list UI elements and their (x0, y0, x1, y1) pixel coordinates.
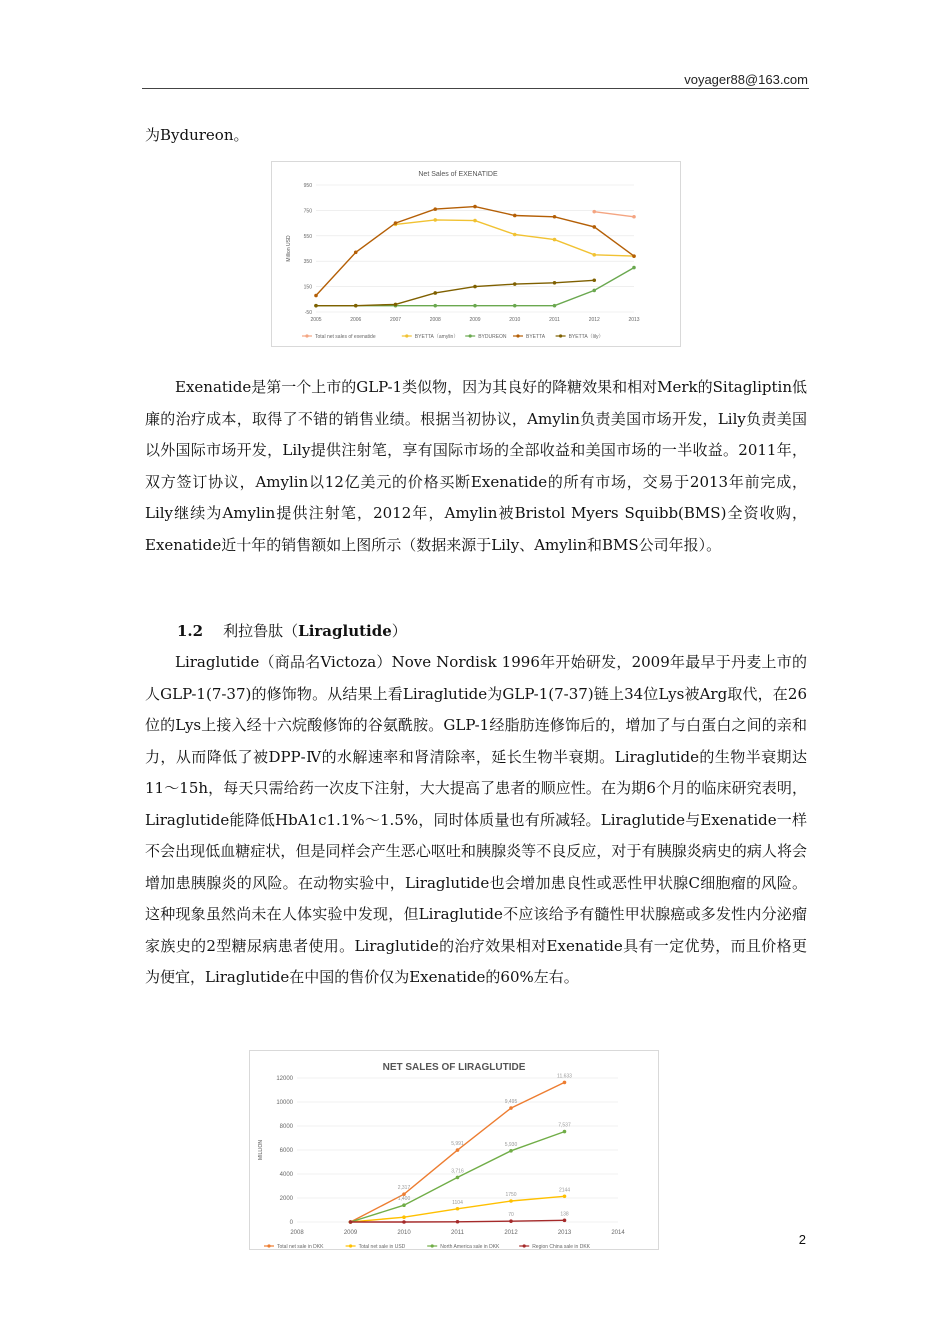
y-tick-label: 750 (303, 208, 312, 215)
legend-marker (523, 1244, 526, 1247)
data-point (394, 221, 398, 225)
data-point (553, 238, 557, 242)
series-line (396, 220, 635, 256)
data-point (473, 205, 477, 209)
page-number: 2 (798, 1232, 806, 1247)
data-label: 5,930 (504, 1141, 518, 1148)
data-point (473, 219, 477, 223)
x-tick-label: 2009 (469, 317, 481, 323)
x-tick-label: 2013 (628, 317, 640, 323)
paragraph-exenatide: Exenatide是第一个上市的GLP-1类似物，因为其良好的降糖效果和相对Merk的Sitagliptin低廉的治疗成本，取得了不错的销售业绩。根据当初协议，Amylin负责美国市场开发，Lily负责美国以外国际市场开发，Lily提供注射笔，享有国际市场的全部收益和美国市场的一半收益。2011年，双方签订协议，Amylin以12亿美元的价格买断Exenatide的所有市场，交易于2013年前完成，Lily继续为Amylin提供注射笔，2012年，Amylin被Bristol Myers Squibb(BMS)全资收购，Exenatide近十年的销售额如上图所示（数据来源于Lily、Amylin和BMS公司年报）。 (145, 378, 807, 554)
y-axis-label: Million USD (286, 235, 292, 262)
y-tick-label: 350 (303, 259, 312, 266)
data-label: 2144 (558, 1187, 571, 1194)
legend-label: North America sale in DKK (440, 1244, 500, 1249)
data-point (314, 304, 318, 308)
y-tick-label: 6000 (279, 1148, 293, 1154)
legend-label: BYETTA（lily） (568, 334, 604, 340)
data-label: 9,495 (504, 1099, 518, 1106)
data-point (563, 1081, 567, 1085)
data-point (592, 289, 596, 293)
section-title-close: ） (391, 622, 407, 640)
data-point (592, 278, 596, 282)
data-point (456, 1220, 460, 1224)
x-tick-label: 2011 (451, 1230, 464, 1236)
data-point (632, 266, 636, 270)
legend-marker (267, 1244, 270, 1247)
x-tick-label: 2005 (310, 317, 322, 323)
data-label: 70 (508, 1212, 514, 1219)
y-tick-label: 12000 (276, 1076, 293, 1082)
data-point (314, 294, 318, 298)
data-point (563, 1130, 567, 1134)
y-tick-label: 8000 (279, 1124, 293, 1130)
data-point (553, 281, 557, 285)
data-point (509, 1199, 513, 1203)
y-tick-label: 150 (303, 284, 312, 291)
section-number: 1.2 (177, 622, 204, 640)
data-label: 1750 (505, 1192, 517, 1198)
section-title-en: Liraglutide (298, 622, 392, 640)
data-point (402, 1220, 406, 1224)
paragraph-liraglutide: Liraglutide（商品名Victoza）Nove Nordisk 1996年开始研发，2009年最早于丹麦上市的人GLP-1(7-37)的修饰物。从结果上看Liraglutide为GLP-1(7-37)链上34位Lys被Arg取代，在26位的Lys上接入经十六烷酸修饰的谷氨酰胺。GLP-1经脂肪连修饰后的，增加了与白蛋白之间的亲和力，从而降低了被DPP‐Ⅳ的水解速率和肾清除率，延长生物半衰期。Liraglutide的生物半衰期达11～15h，每天只需给药一次皮下注射，大大提高了患者的顺应性。在为期6个月的临床研究表明，Liraglutide能降低HbA1c1.1%～1.5%，同时体质量也有所减轻。Liraglutide与Exenatide一样不会出现低血糖症状，但是同样会产生恶心呕吐和胰腺炎等不良反应，对于有胰腺炎病史的病人将会增加患胰腺炎的风险。在动物实验中，Liraglutide也会增加患良性或恶性甲状腺C细胞瘤的风险。这种现象虽然尚未在人体实验中发现，但Liraglutide不应该给予有髓性甲状腺癌或多发性内分泌瘤家族史的2型糖尿病患者使用。Liraglutide的治疗效果相对Exenatide具有一定优势，而且价格更为便宜，Liraglutide在中国的售价仅为Exenatide的60%左右。 (145, 653, 807, 986)
data-point (553, 304, 557, 308)
data-point (456, 1207, 460, 1211)
data-point (456, 1176, 460, 1180)
data-label: 3,716 (451, 1168, 464, 1175)
data-label: 1104 (452, 1199, 463, 1206)
legend-marker (349, 1244, 352, 1247)
data-point (473, 304, 477, 308)
series-line (594, 212, 634, 217)
x-tick-label: 2013 (557, 1230, 572, 1236)
data-point (456, 1148, 460, 1152)
data-point (563, 1194, 567, 1198)
data-point (592, 225, 596, 229)
data-point (513, 233, 517, 237)
legend-marker (305, 334, 308, 337)
y-tick-label: 2000 (279, 1196, 293, 1202)
section-title-cn: 利拉鲁肽（ (223, 622, 299, 640)
section-heading (177, 621, 407, 641)
chart-title: Net Sales of EXENATIDE (418, 171, 498, 178)
data-point (509, 1149, 513, 1153)
data-label: 11,633 (557, 1073, 572, 1080)
data-point (592, 210, 596, 214)
data-point (513, 304, 517, 308)
y-tick-label: 10000 (276, 1100, 293, 1106)
data-point (632, 215, 636, 219)
legend-marker (405, 334, 408, 337)
data-point (354, 251, 358, 255)
legend-label: BYDUREON (478, 334, 507, 340)
x-tick-label: 2007 (389, 317, 402, 323)
x-tick-label: 2008 (290, 1230, 304, 1236)
header-rule (142, 88, 809, 89)
legend-marker (516, 334, 519, 337)
y-tick-label: -50 (304, 310, 312, 316)
series-line (316, 280, 594, 305)
legend-marker (559, 334, 562, 337)
x-tick-label: 2010 (397, 1230, 411, 1236)
data-label: 5,991 (451, 1141, 464, 1148)
x-tick-label: 2010 (509, 317, 521, 323)
legend-label: Total net sales of exenatide (315, 334, 376, 340)
data-point (513, 282, 517, 286)
data-point (513, 214, 517, 218)
data-point (433, 218, 437, 222)
y-tick-label: 550 (303, 233, 312, 240)
header-email: voyager88@163.com (684, 72, 808, 87)
x-tick-label: 2014 (611, 1230, 625, 1236)
legend-marker (469, 334, 472, 337)
data-point (592, 253, 596, 257)
legend-label: Region China sale in DKK (532, 1244, 591, 1249)
data-point (402, 1215, 406, 1219)
data-point (354, 304, 358, 308)
data-point (632, 254, 636, 258)
x-tick-label: 2012 (588, 317, 600, 323)
chart-title: NET SALES OF LIRAGLUTIDE (382, 1062, 526, 1073)
data-point (553, 215, 557, 219)
y-tick-label: 4000 (279, 1172, 293, 1178)
x-tick-label: 2009 (343, 1230, 358, 1236)
data-point (563, 1219, 567, 1223)
data-point (509, 1106, 513, 1110)
legend-label: Total net sale in USD (358, 1244, 406, 1249)
data-point (473, 285, 477, 289)
data-point (402, 1203, 406, 1207)
data-point (433, 304, 437, 308)
x-tick-label: 2011 (549, 317, 560, 323)
data-label: 1,400 (397, 1196, 411, 1203)
x-tick-label: 2012 (504, 1230, 518, 1236)
exenatide-chart (271, 161, 681, 347)
y-tick-label: 950 (303, 183, 312, 189)
data-label: 7,537 (558, 1122, 571, 1129)
x-tick-label: 2008 (429, 317, 441, 323)
data-label: 138 (560, 1211, 569, 1218)
data-point (433, 291, 437, 295)
data-label: 2,317 (397, 1185, 411, 1192)
intro-line: 为Bydureon。 (145, 126, 249, 144)
data-point (394, 303, 398, 307)
legend-label: BYETTA (526, 334, 546, 340)
data-point (433, 207, 437, 211)
legend-marker (431, 1244, 434, 1247)
legend-label: BYETTA（amylin） (414, 334, 459, 340)
data-point (509, 1219, 513, 1223)
x-tick-label: 2006 (350, 317, 362, 323)
y-axis-label: MILLION (258, 1139, 264, 1161)
data-point (349, 1220, 353, 1224)
y-tick-label: 0 (289, 1220, 293, 1226)
legend-label: Total net sale in DKK (277, 1244, 324, 1249)
liraglutide-chart (249, 1050, 659, 1250)
